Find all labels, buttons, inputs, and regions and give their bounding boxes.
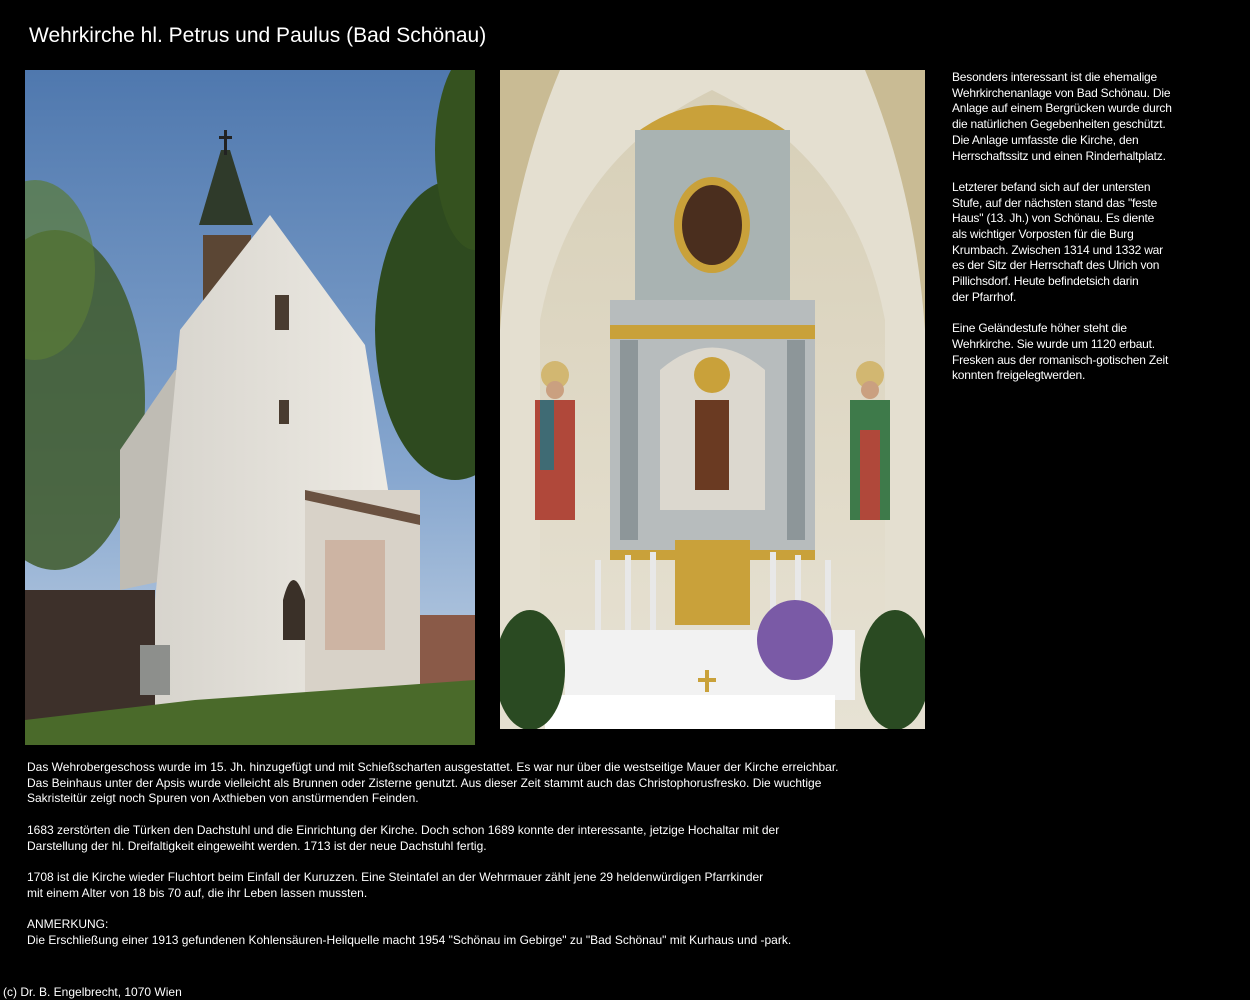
history-text (27, 760, 867, 964)
intro-paragraph: Besonders interessant ist die ehemalige Wehrkirchenanlage von Bad Schönau. Die Anlage auf einem Bergrücken wurde durch die natürlichen Gegebenheiten geschützt. Die Anlage umfasste die Kirche, den Herrschaftssitz und einen Rinderhaltplatz. (952, 70, 1172, 163)
altar-photo (500, 70, 925, 729)
copyright-footer: (c) Dr. B. Engelbrecht, 1070 Wien (3, 985, 182, 999)
intro-paragraph: Letzterer befand sich auf der untersten Stufe, auf der nächsten stand das "feste Haus" (13. Jh.) von Schönau. Es diente als wichtiger Vorposten für die Burg Krumbach. Zwischen 1314 und 1332 war es der Sitz der Herrschaft des Ulrich von Pillichsdorf. Heute befindetsich darin der Pfarrhof. (952, 179, 1163, 304)
history-paragraph: Das Wehrobergeschoss wurde im 15. Jh. hinzugefügt und mit Schießscharten ausgestattet. Es war nur über die westseitige Mauer der Kirche erreichbar. Das Beinhaus unter der Apsis wurde vielleicht als Brunnen oder Zisterne genutzt. Aus dieser Zeit stammt auch das Christophorusfresko. Die wuchtige Sakristeitür zeigt noch Spuren von Axthieben von anstürmenden Feinden. (27, 760, 839, 806)
page-title: Wehrkirche hl. Petrus und Paulus (Bad Schönau) (29, 24, 487, 47)
church-exterior-photo (25, 70, 475, 745)
history-paragraph: 1683 zerstörten die Türken den Dachstuhl und die Einrichtung der Kirche. Doch schon 1689 konnte der interessante, jetzige Hochaltar mit der Darstellung der hl. Dreifaltigkeit eingeweiht werden. 1713 ist der neue Dachstuhl fertig. (27, 822, 780, 853)
note-paragraph: ANMERKUNG: Die Erschließung einer 1913 gefundenen Kohlensäuren-Heilquelle macht 1954 "Schönau im Gebirge" zu "Bad Schönau" mit Kurhaus und -park. (27, 916, 792, 947)
history-paragraph: 1708 ist die Kirche wieder Fluchtort beim Einfall der Kuruzzen. Eine Steintafel an der Wehrmauer zählt jene 29 heldenwürdigen Pfarrkinder mit einem Alter von 18 bis 70 auf, die ihr Leben lassen mussten. (27, 869, 764, 900)
intro-text (952, 70, 1192, 400)
intro-paragraph: Eine Geländestufe höher steht die Wehrkirche. Sie wurde um 1120 erbaut. Fresken aus der romanisch-gotischen Zeit konnten freigelegtwerden. (952, 321, 1169, 383)
